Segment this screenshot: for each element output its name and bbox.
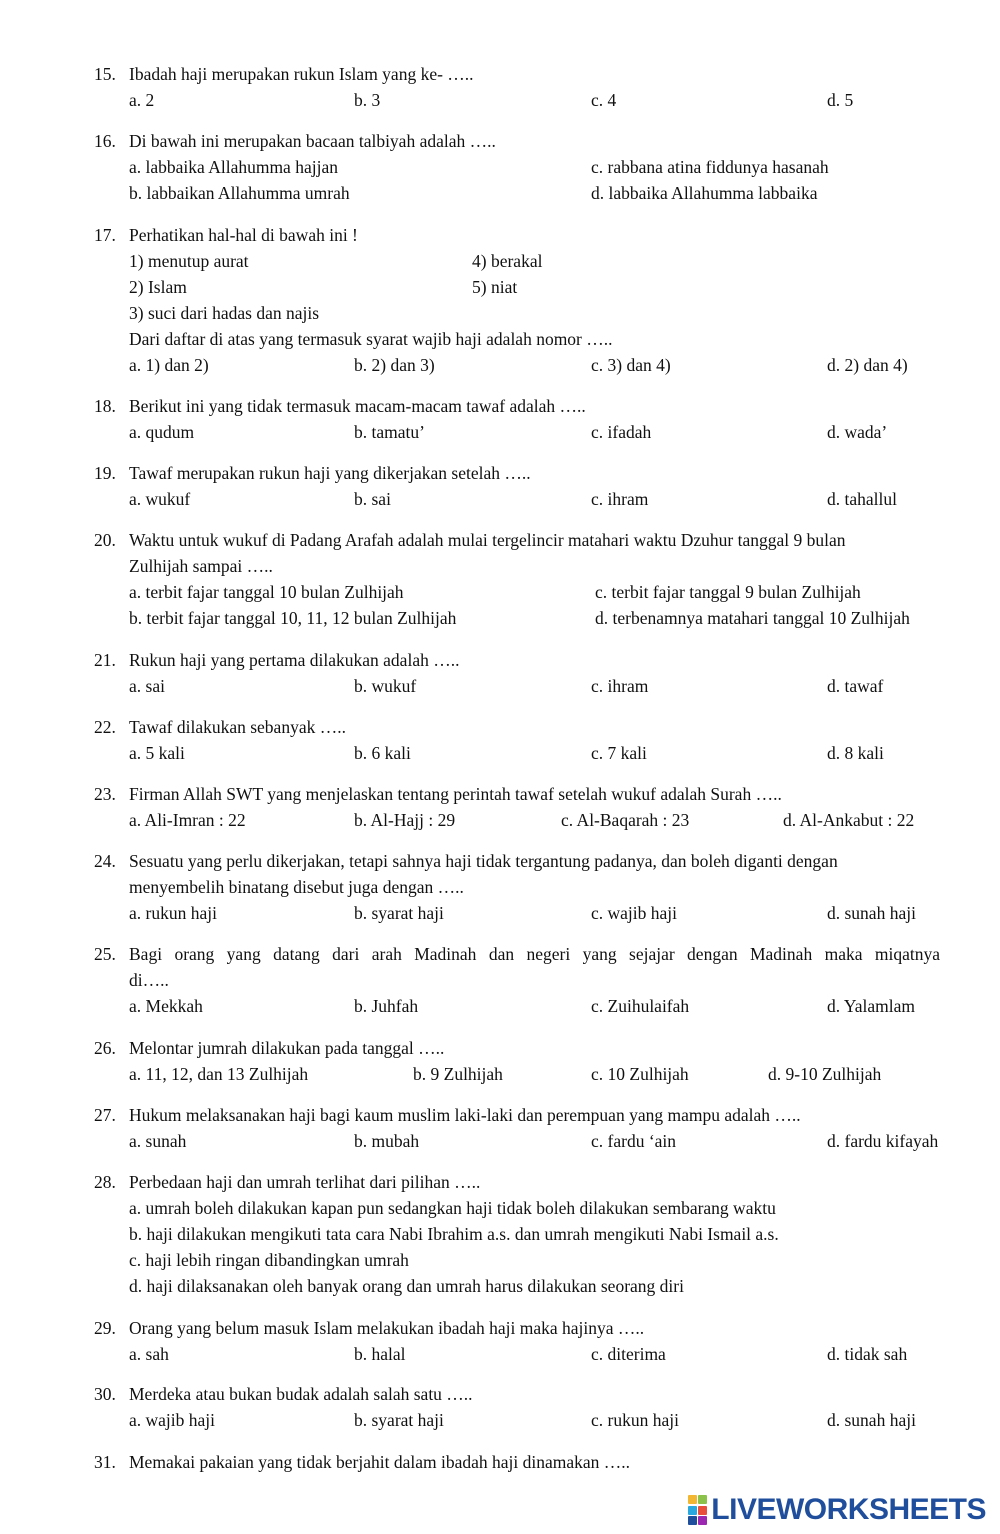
question-text: Sesuatu yang perlu dikerjakan, tetapi sahnya haji tidak tergantung padanya, dan boleh diganti dengan	[129, 851, 838, 871]
question-31	[94, 1449, 974, 1475]
option-d[interactable]: d. fardu kifayah	[827, 1131, 939, 1151]
option-b[interactable]: b. labbaikan Allahumma umrah	[129, 183, 350, 203]
question-number: 27.	[94, 1105, 116, 1125]
question-23	[94, 781, 974, 833]
question-number: 16.	[94, 131, 116, 151]
question-text: Tawaf dilakukan sebanyak …..	[129, 717, 346, 737]
question-number: 22.	[94, 717, 116, 737]
logo-blocks-icon	[688, 1495, 708, 1525]
question-text: Memakai pakaian yang tidak berjahit dalam ibadah haji dinamakan …..	[129, 1452, 631, 1472]
option-b[interactable]: b. syarat haji	[354, 903, 444, 923]
logo-block	[688, 1506, 697, 1515]
option-c[interactable]: c. rabbana atina fiddunya hasanah	[591, 157, 829, 177]
option-b[interactable]: b. Al-Hajj : 29	[354, 810, 456, 830]
question-text: Rukun haji yang pertama dilakukan adalah …..	[129, 650, 460, 670]
option-a[interactable]: a. 2	[129, 90, 155, 110]
question-text: Merdeka atau bukan budak adalah salah satu …..	[129, 1384, 473, 1404]
list-item: 5) niat	[472, 277, 518, 297]
option-c[interactable]: c. 10 Zulhijah	[591, 1064, 689, 1084]
option-a[interactable]: a. sah	[129, 1344, 169, 1364]
question-26	[94, 1035, 974, 1087]
option-c[interactable]: c. Al-Baqarah : 23	[561, 810, 690, 830]
question-25	[94, 941, 974, 1019]
question-number: 19.	[94, 463, 116, 483]
question-20	[94, 527, 974, 631]
option-b[interactable]: b. halal	[354, 1344, 406, 1364]
question-15	[94, 61, 974, 113]
option-b[interactable]: b. sai	[354, 489, 391, 509]
option-a[interactable]: a. terbit fajar tanggal 10 bulan Zulhijah	[129, 582, 404, 602]
logo-block	[688, 1495, 697, 1504]
option-c[interactable]: c. fardu ‘ain	[591, 1131, 677, 1151]
option-c[interactable]: c. wajib haji	[591, 903, 678, 923]
list-item: 2) Islam	[129, 277, 187, 297]
option-d[interactable]: d. terbenamnya matahari tanggal 10 Zulhijah	[595, 608, 910, 628]
option-a[interactable]: a. sai	[129, 676, 165, 696]
option-a[interactable]: a. Ali-Imran : 22	[129, 810, 246, 830]
list-item: 1) menutup aurat	[129, 251, 249, 271]
question-number: 20.	[94, 530, 116, 550]
option-a[interactable]: a. wajib haji	[129, 1410, 216, 1430]
logo-text: LIVEWORKSHEETS	[711, 1493, 986, 1526]
option-a[interactable]: a. wukuf	[129, 489, 191, 509]
question-text: Berikut ini yang tidak termasuk macam-macam tawaf adalah …..	[129, 396, 586, 416]
option-c[interactable]: c. ifadah	[591, 422, 652, 442]
option-d[interactable]: d. 5	[827, 90, 854, 110]
question-27	[94, 1102, 974, 1154]
option-b[interactable]: b. syarat haji	[354, 1410, 444, 1430]
question-24	[94, 848, 974, 926]
question-text: Tawaf merupakan rukun haji yang dikerjakan setelah …..	[129, 463, 531, 483]
question-text: Perhatikan hal-hal di bawah ini !	[129, 225, 358, 245]
option-b[interactable]: b. 2) dan 3)	[354, 355, 435, 375]
logo-block	[698, 1506, 707, 1515]
option-a[interactable]: a. rukun haji	[129, 903, 217, 923]
liveworksheets-logo[interactable]	[688, 1493, 986, 1527]
option-c[interactable]: c. ihram	[591, 489, 649, 509]
option-c[interactable]: c. 3) dan 4)	[591, 355, 671, 375]
option-d[interactable]: d. tawaf	[827, 676, 884, 696]
question-22	[94, 714, 974, 766]
option-d[interactable]: d. haji dilaksanakan oleh banyak orang dan umrah harus dilakukan seorang diri	[129, 1276, 684, 1296]
list-item: 4) berakal	[472, 251, 543, 271]
question-number: 23.	[94, 784, 116, 804]
option-d[interactable]: d. Al-Ankabut : 22	[783, 810, 915, 830]
question-number: 15.	[94, 64, 116, 84]
option-a[interactable]: a. 11, 12, dan 13 Zulhijah	[129, 1064, 309, 1084]
question-number: 21.	[94, 650, 116, 670]
question-number: 31.	[94, 1452, 116, 1472]
option-d[interactable]: d. 2) dan 4)	[827, 355, 908, 375]
option-d[interactable]: d. Yalamlam	[827, 996, 915, 1016]
question-text-continued: menyembelih binatang disebut juga dengan …..	[129, 877, 464, 897]
option-c[interactable]: c. 7 kali	[591, 743, 647, 763]
question-number: 18.	[94, 396, 116, 416]
question-number: 30.	[94, 1384, 116, 1404]
list-item: 3) suci dari hadas dan najis	[129, 303, 320, 323]
option-c[interactable]: c. diterima	[591, 1344, 666, 1364]
question-text-continued: Dari daftar di atas yang termasuk syarat wajib haji adalah nomor …..	[129, 329, 613, 349]
question-29	[94, 1315, 974, 1367]
option-c[interactable]: c. 4	[591, 90, 617, 110]
question-number: 24.	[94, 851, 116, 871]
option-b[interactable]: b. 9 Zulhijah	[413, 1064, 503, 1084]
option-d[interactable]: d. wada’	[827, 422, 888, 442]
option-d[interactable]: d. sunah haji	[827, 1410, 916, 1430]
option-c[interactable]: c. haji lebih ringan dibandingkan umrah	[129, 1250, 409, 1270]
question-text: Firman Allah SWT yang menjelaskan tentang perintah tawaf setelah wukuf adalah Surah …..	[129, 784, 782, 804]
option-d[interactable]: d. 8 kali	[827, 743, 884, 763]
option-c[interactable]: c. terbit fajar tanggal 9 bulan Zulhijah	[595, 582, 861, 602]
logo-block	[688, 1516, 697, 1525]
question-text: Ibadah haji merupakan rukun Islam yang ke- …..	[129, 64, 474, 84]
option-c[interactable]: c. rukun haji	[591, 1410, 679, 1430]
option-a[interactable]: a. Mekkah	[129, 996, 203, 1016]
option-d[interactable]: d. labbaika Allahumma labbaika	[591, 183, 818, 203]
logo-block	[698, 1516, 707, 1525]
question-number: 17.	[94, 225, 116, 245]
option-d[interactable]: d. sunah haji	[827, 903, 916, 923]
option-a[interactable]: a. qudum	[129, 422, 195, 442]
question-16	[94, 128, 974, 206]
question-text: Waktu untuk wukuf di Padang Arafah adalah mulai tergelincir matahari waktu Dzuhur tanggal 9 bulan	[129, 530, 846, 550]
option-b[interactable]: b. haji dilakukan mengikuti tata cara Nabi Ibrahim a.s. dan umrah mengikuti Nabi Ismail a.s.	[129, 1224, 779, 1244]
question-21	[94, 647, 974, 699]
option-d[interactable]: d. tidak sah	[827, 1344, 908, 1364]
question-18	[94, 393, 974, 445]
option-c[interactable]: c. Zuihulaifah	[591, 996, 690, 1016]
option-d[interactable]: d. 9-10 Zulhijah	[768, 1064, 882, 1084]
option-a[interactable]: a. umrah boleh dilakukan kapan pun sedangkan haji tidak boleh dilakukan sembarang waktu	[129, 1198, 776, 1218]
option-b[interactable]: b. Juhfah	[354, 996, 419, 1016]
option-b[interactable]: b. terbit fajar tanggal 10, 11, 12 bulan Zulhijah	[129, 608, 457, 628]
option-b[interactable]: b. wukuf	[354, 676, 417, 696]
question-number: 25.	[94, 944, 116, 964]
question-text: Di bawah ini merupakan bacaan talbiyah adalah …..	[129, 131, 496, 151]
question-text-continued: Zulhijah sampai …..	[129, 556, 273, 576]
option-a[interactable]: a. labbaika Allahumma hajjan	[129, 157, 338, 177]
question-text: Orang yang belum masuk Islam melakukan ibadah haji maka hajinya …..	[129, 1318, 645, 1338]
question-text: Perbedaan haji dan umrah terlihat dari pilihan …..	[129, 1172, 481, 1192]
option-c[interactable]: c. ihram	[591, 676, 649, 696]
logo-block	[698, 1495, 707, 1504]
option-b[interactable]: b. tamatu’	[354, 422, 425, 442]
question-text: Hukum melaksanakan haji bagi kaum muslim laki-laki dan perempuan yang mampu adalah …..	[129, 1105, 801, 1125]
option-b[interactable]: b. mubah	[354, 1131, 420, 1151]
question-28	[94, 1169, 974, 1299]
question-30	[94, 1381, 974, 1433]
question-19	[94, 460, 974, 512]
option-d[interactable]: d. tahallul	[827, 489, 897, 509]
question-number: 29.	[94, 1318, 116, 1338]
question-number: 26.	[94, 1038, 116, 1058]
question-text: Melontar jumrah dilakukan pada tanggal …..	[129, 1038, 445, 1058]
option-b[interactable]: b. 6 kali	[354, 743, 411, 763]
option-a[interactable]: a. 5 kali	[129, 743, 185, 763]
option-a[interactable]: a. sunah	[129, 1131, 187, 1151]
question-text-continued: di…..	[129, 970, 169, 990]
question-number: 28.	[94, 1172, 116, 1192]
option-a[interactable]: a. 1) dan 2)	[129, 355, 209, 375]
option-b[interactable]: b. 3	[354, 90, 381, 110]
question-17	[94, 222, 974, 378]
question-text: Bagi orang yang datang dari arah Madinah dan negeri yang sejajar dengan Madinah maka miqatnya	[129, 944, 940, 964]
